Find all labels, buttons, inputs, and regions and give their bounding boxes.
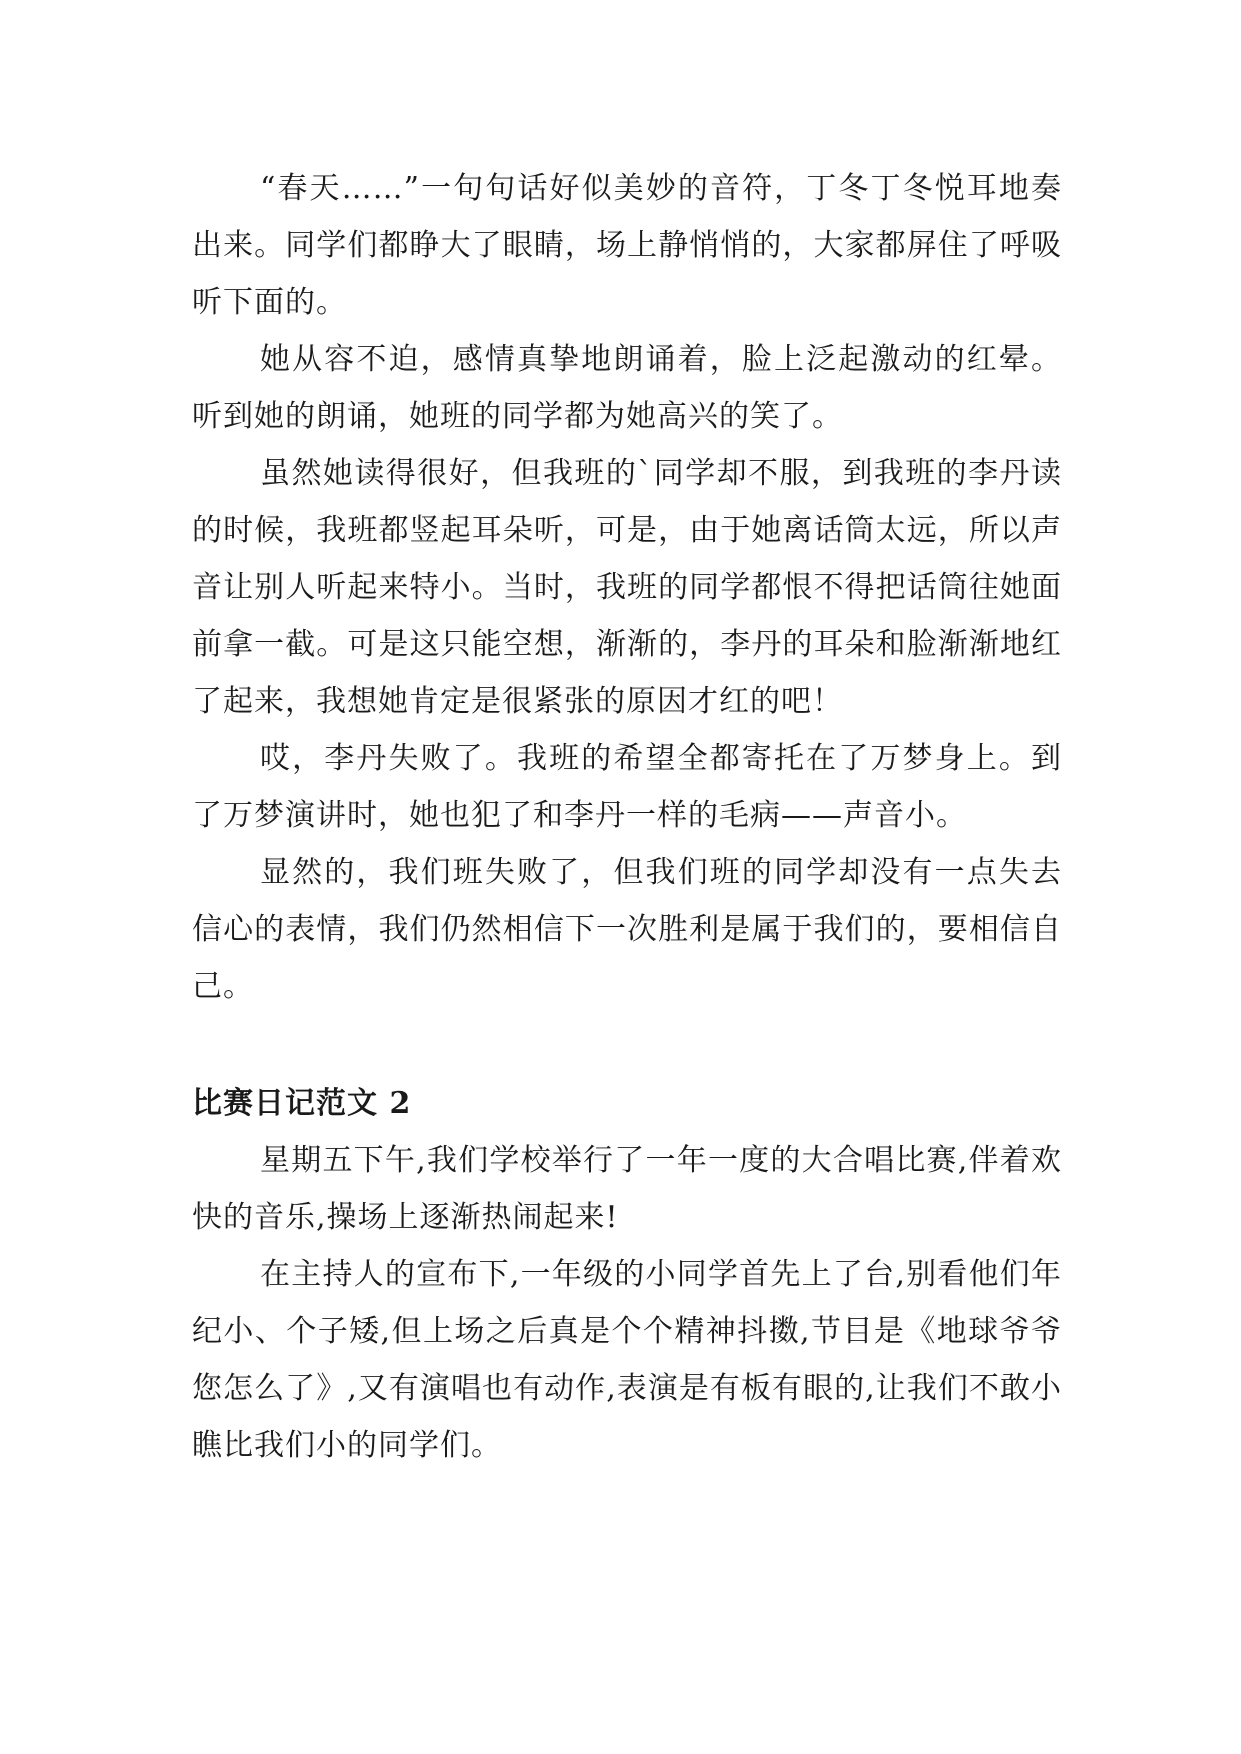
section-spacer	[192, 1015, 1062, 1075]
paragraph: 她从容不迫，感情真挚地朗诵着，脸上泛起激动的红晕。听到她的朗诵，她班的同学都为她高兴的笑了。	[192, 342, 1062, 434]
paragraph: 哎，李丹失败了。我班的希望全都寄托在了万梦身上。到了万梦演讲时，她也犯了和李丹一样的毛病——声音小。	[192, 741, 1062, 833]
document-body	[192, 160, 1062, 1474]
paragraph: 虽然她读得很好，但我班的`同学却不服，到我班的李丹读的时候，我班都竖起耳朵听，可是，由于她离话筒太远，所以声音让别人听起来特小。当时，我班的同学都恨不得把话筒往她面前拿一截。可是这只能空想，渐渐的，李丹的耳朵和脸渐渐地红了起来，我想她肯定是很紧张的原因才红的吧！	[192, 456, 1062, 719]
section-heading: 比赛日记范文 2	[192, 1086, 412, 1121]
paragraph: 显然的，我们班失败了，但我们班的同学却没有一点失去信心的表情，我们仍然相信下一次胜利是属于我们的，要相信自己。	[192, 855, 1062, 1004]
paragraph: 星期五下午,我们学校举行了一年一度的大合唱比赛,伴着欢快的音乐,操场上逐渐热闹起来!	[192, 1143, 1062, 1235]
paragraph: 在主持人的宣布下,一年级的小同学首先上了台,别看他们年纪小、个子矮,但上场之后真是个个精神抖擞,节目是《地球爷爷您怎么了》,又有演唱也有动作,表演是有板有眼的,让我们不敢小瞧比我们小的同学们。	[192, 1257, 1062, 1463]
paragraph: “春天……”一句句话好似美妙的音符，丁冬丁冬悦耳地奏出来。同学们都睁大了眼睛，场上静悄悄的，大家都屏住了呼吸听下面的。	[192, 171, 1062, 320]
